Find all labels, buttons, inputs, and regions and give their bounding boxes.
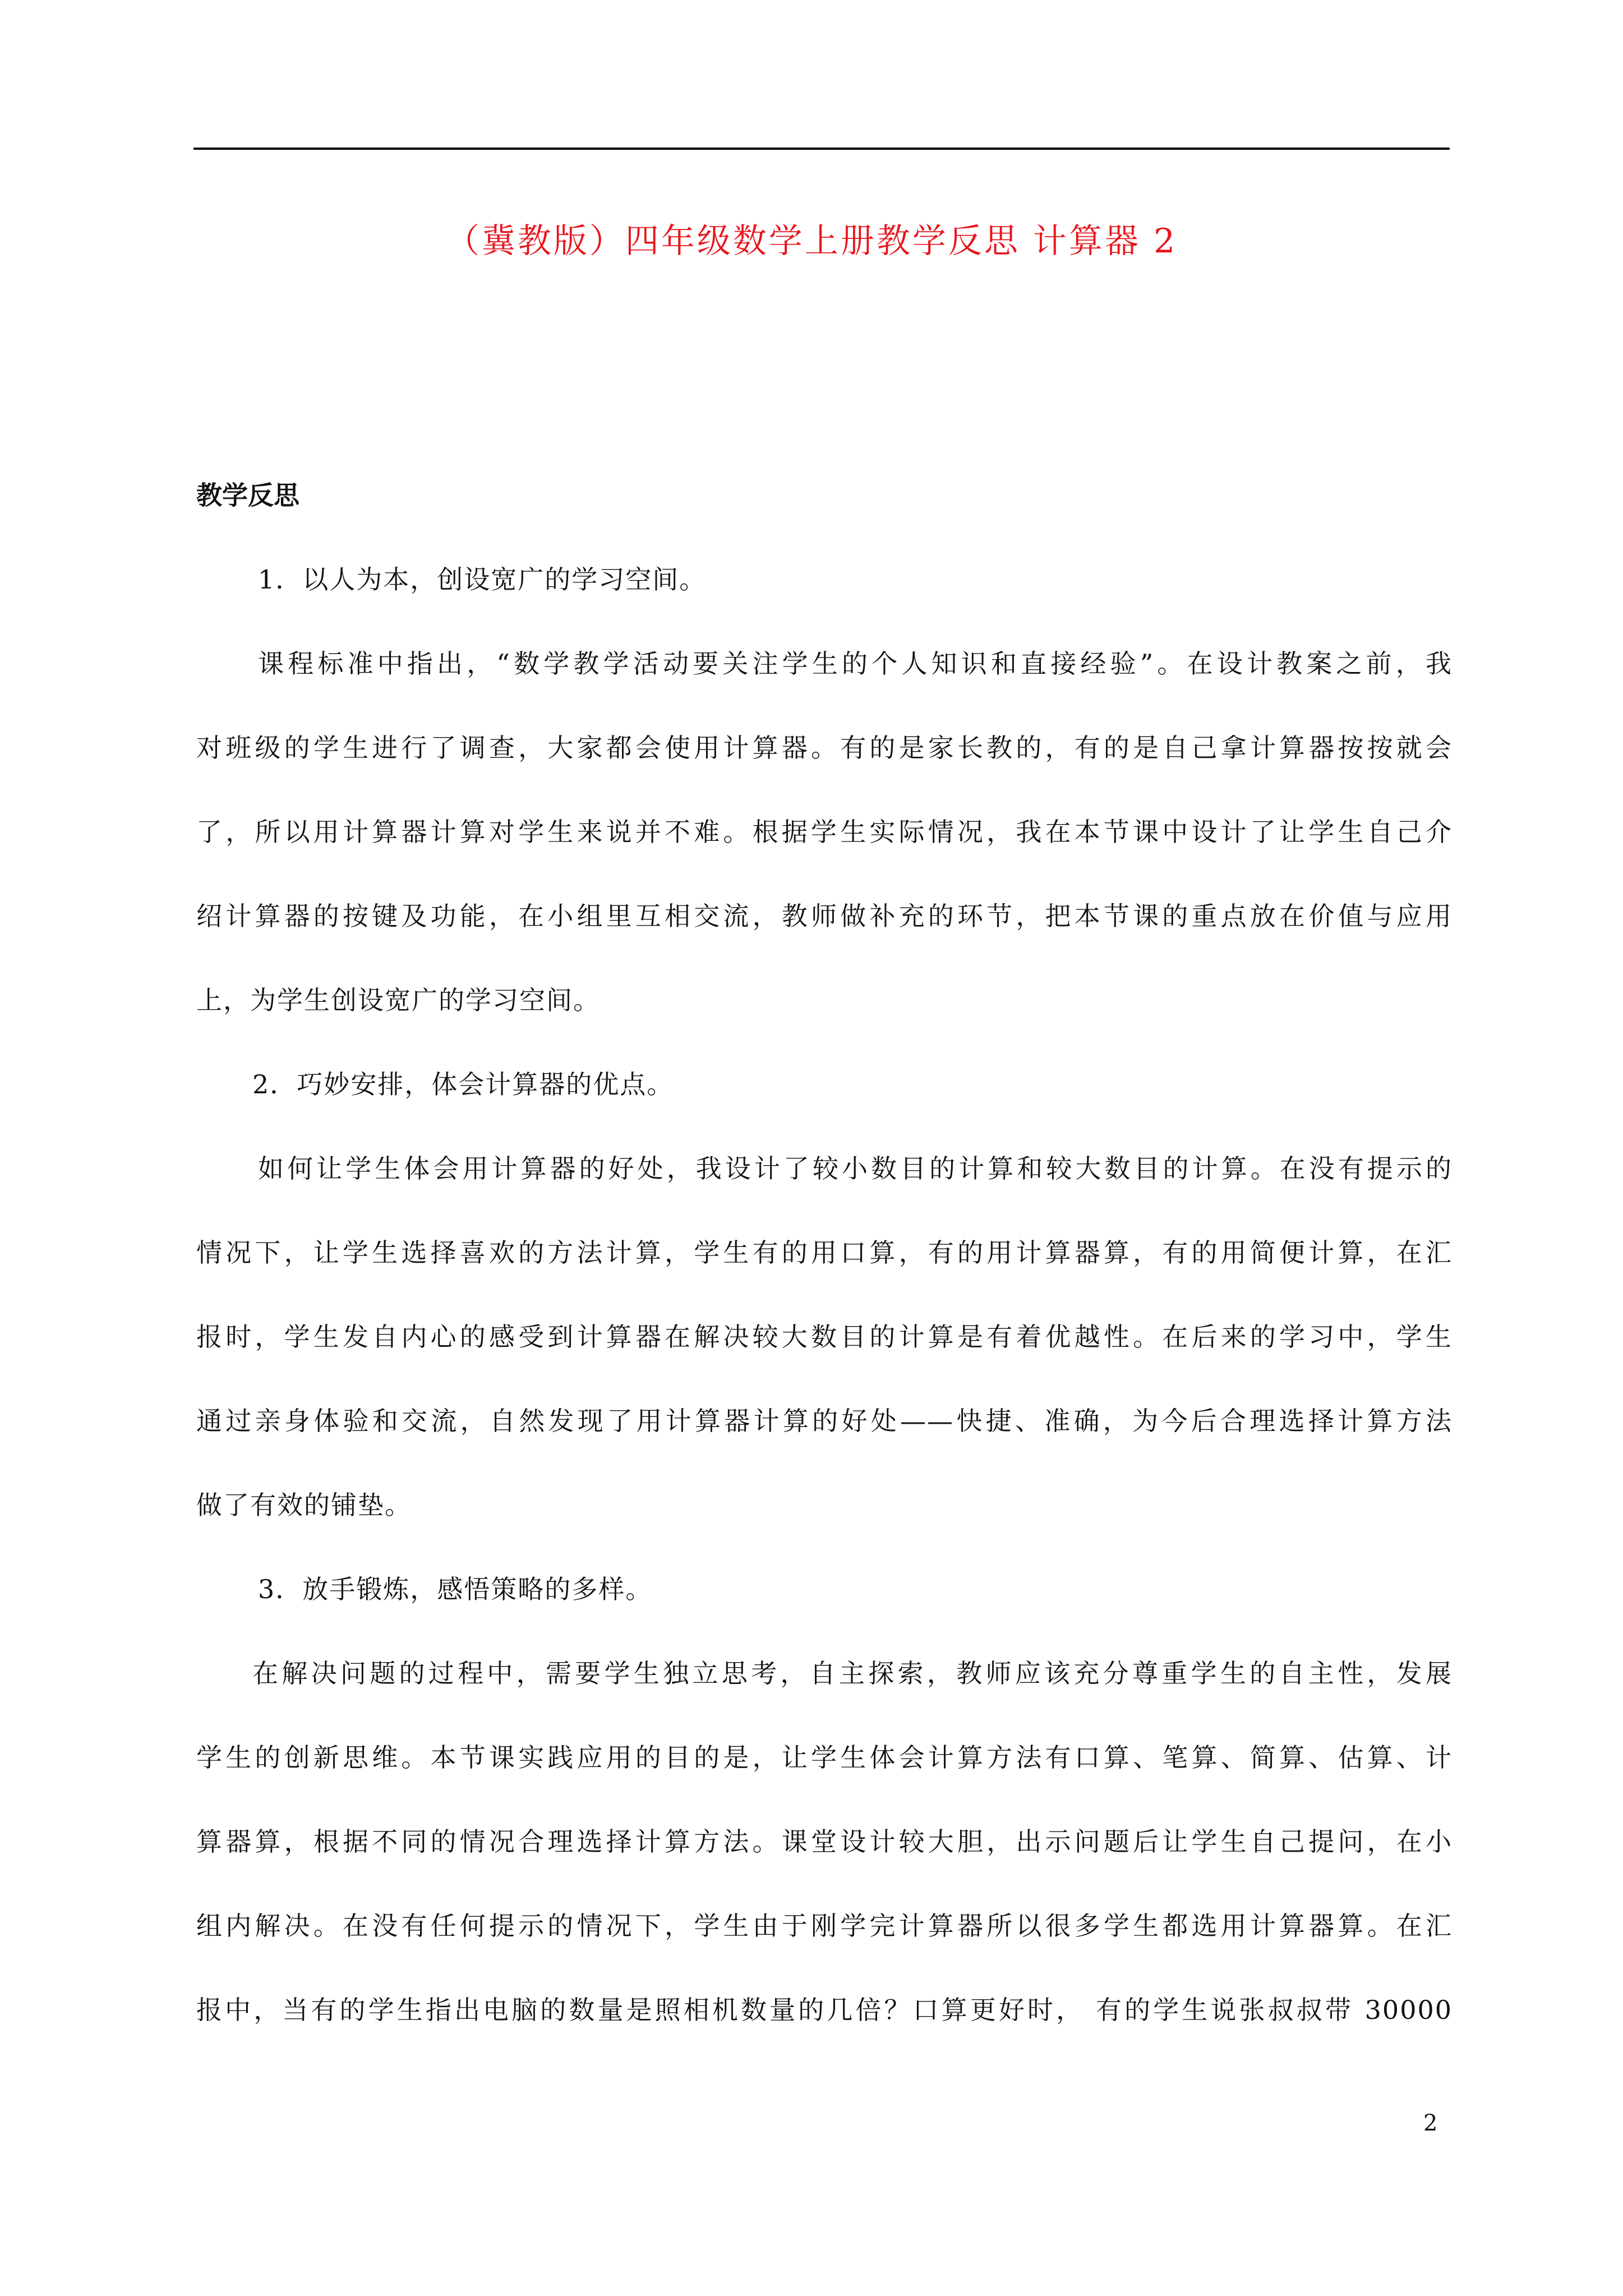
paragraph-line: 情况下，让学生选择喜欢的方法计算，学生有的用口算，有的用计算器算，有的用简便计算，在汇	[196, 1237, 1453, 1268]
paragraph-line: 做了有效的铺垫。	[196, 1490, 412, 1520]
paragraph-line: 学生的创新思维。本节课实践应用的目的是，让学生体会计算方法有口算、笔算、简算、估算、计	[196, 1742, 1453, 1773]
paragraph-line: 在解决问题的过程中，需要学生独立思考，自主探索，教师应该充分尊重学生的自主性，发展	[252, 1658, 1453, 1688]
paragraph-line: 算器算，根据不同的情况合理选择计算方法。课堂设计较大胆，出示问题后让学生自己提问，在小	[196, 1826, 1453, 1857]
point-1-heading: 1．以人为本，创设宽广的学习空间。	[258, 564, 707, 595]
point-3-heading: 3．放手锻炼，感悟策略的多样。	[258, 1574, 653, 1604]
paragraph-line: 组内解决。在没有任何提示的情况下，学生由于刚学完计算器所以很多学生都选用计算器算。在汇	[196, 1911, 1453, 1941]
paragraph-line: 报时，学生发自内心的感受到计算器在解决较大数目的计算是有着优越性。在后来的学习中，学生	[196, 1322, 1453, 1352]
paragraph-line: 上，为学生创设宽广的学习空间。	[196, 985, 600, 1015]
point-2-heading: 2．巧妙安排，体会计算器的优点。	[252, 1069, 674, 1099]
paragraph-line: 通过亲身体验和交流，自然发现了用计算器计算的好处——快捷、准确，为今后合理选择计算方法	[196, 1406, 1453, 1436]
header-rule	[193, 148, 1450, 150]
paragraph-line: 如何让学生体会用计算器的好处，我设计了较小数目的计算和较大数目的计算。在没有提示的	[258, 1153, 1453, 1184]
page-number: 2	[1423, 2110, 1438, 2136]
document-title: （冀教版）四年级数学上册教学反思 计算器 2	[445, 222, 1178, 261]
section-heading: 教学反思	[196, 480, 299, 510]
paragraph-line: 绍计算器的按键及功能，在小组里互相交流，教师做补充的环节，把本节课的重点放在价值与应用	[196, 901, 1453, 931]
paragraph-line: 对班级的学生进行了调查，大家都会使用计算器。有的是家长教的，有的是自己拿计算器按按就会	[196, 733, 1453, 763]
paragraph-line: 课程标准中指出，“数学教学活动要关注学生的个人知识和直接经验”。在设计教案之前，我	[258, 648, 1453, 679]
paragraph-line: 了，所以用计算器计算对学生来说并不难。根据学生实际情况，我在本节课中设计了让学生自己介	[196, 817, 1453, 847]
paragraph-line: 报中，当有的学生指出电脑的数量是照相机数量的几倍？口算更好时， 有的学生说张叔叔带 30000	[196, 1995, 1453, 2025]
